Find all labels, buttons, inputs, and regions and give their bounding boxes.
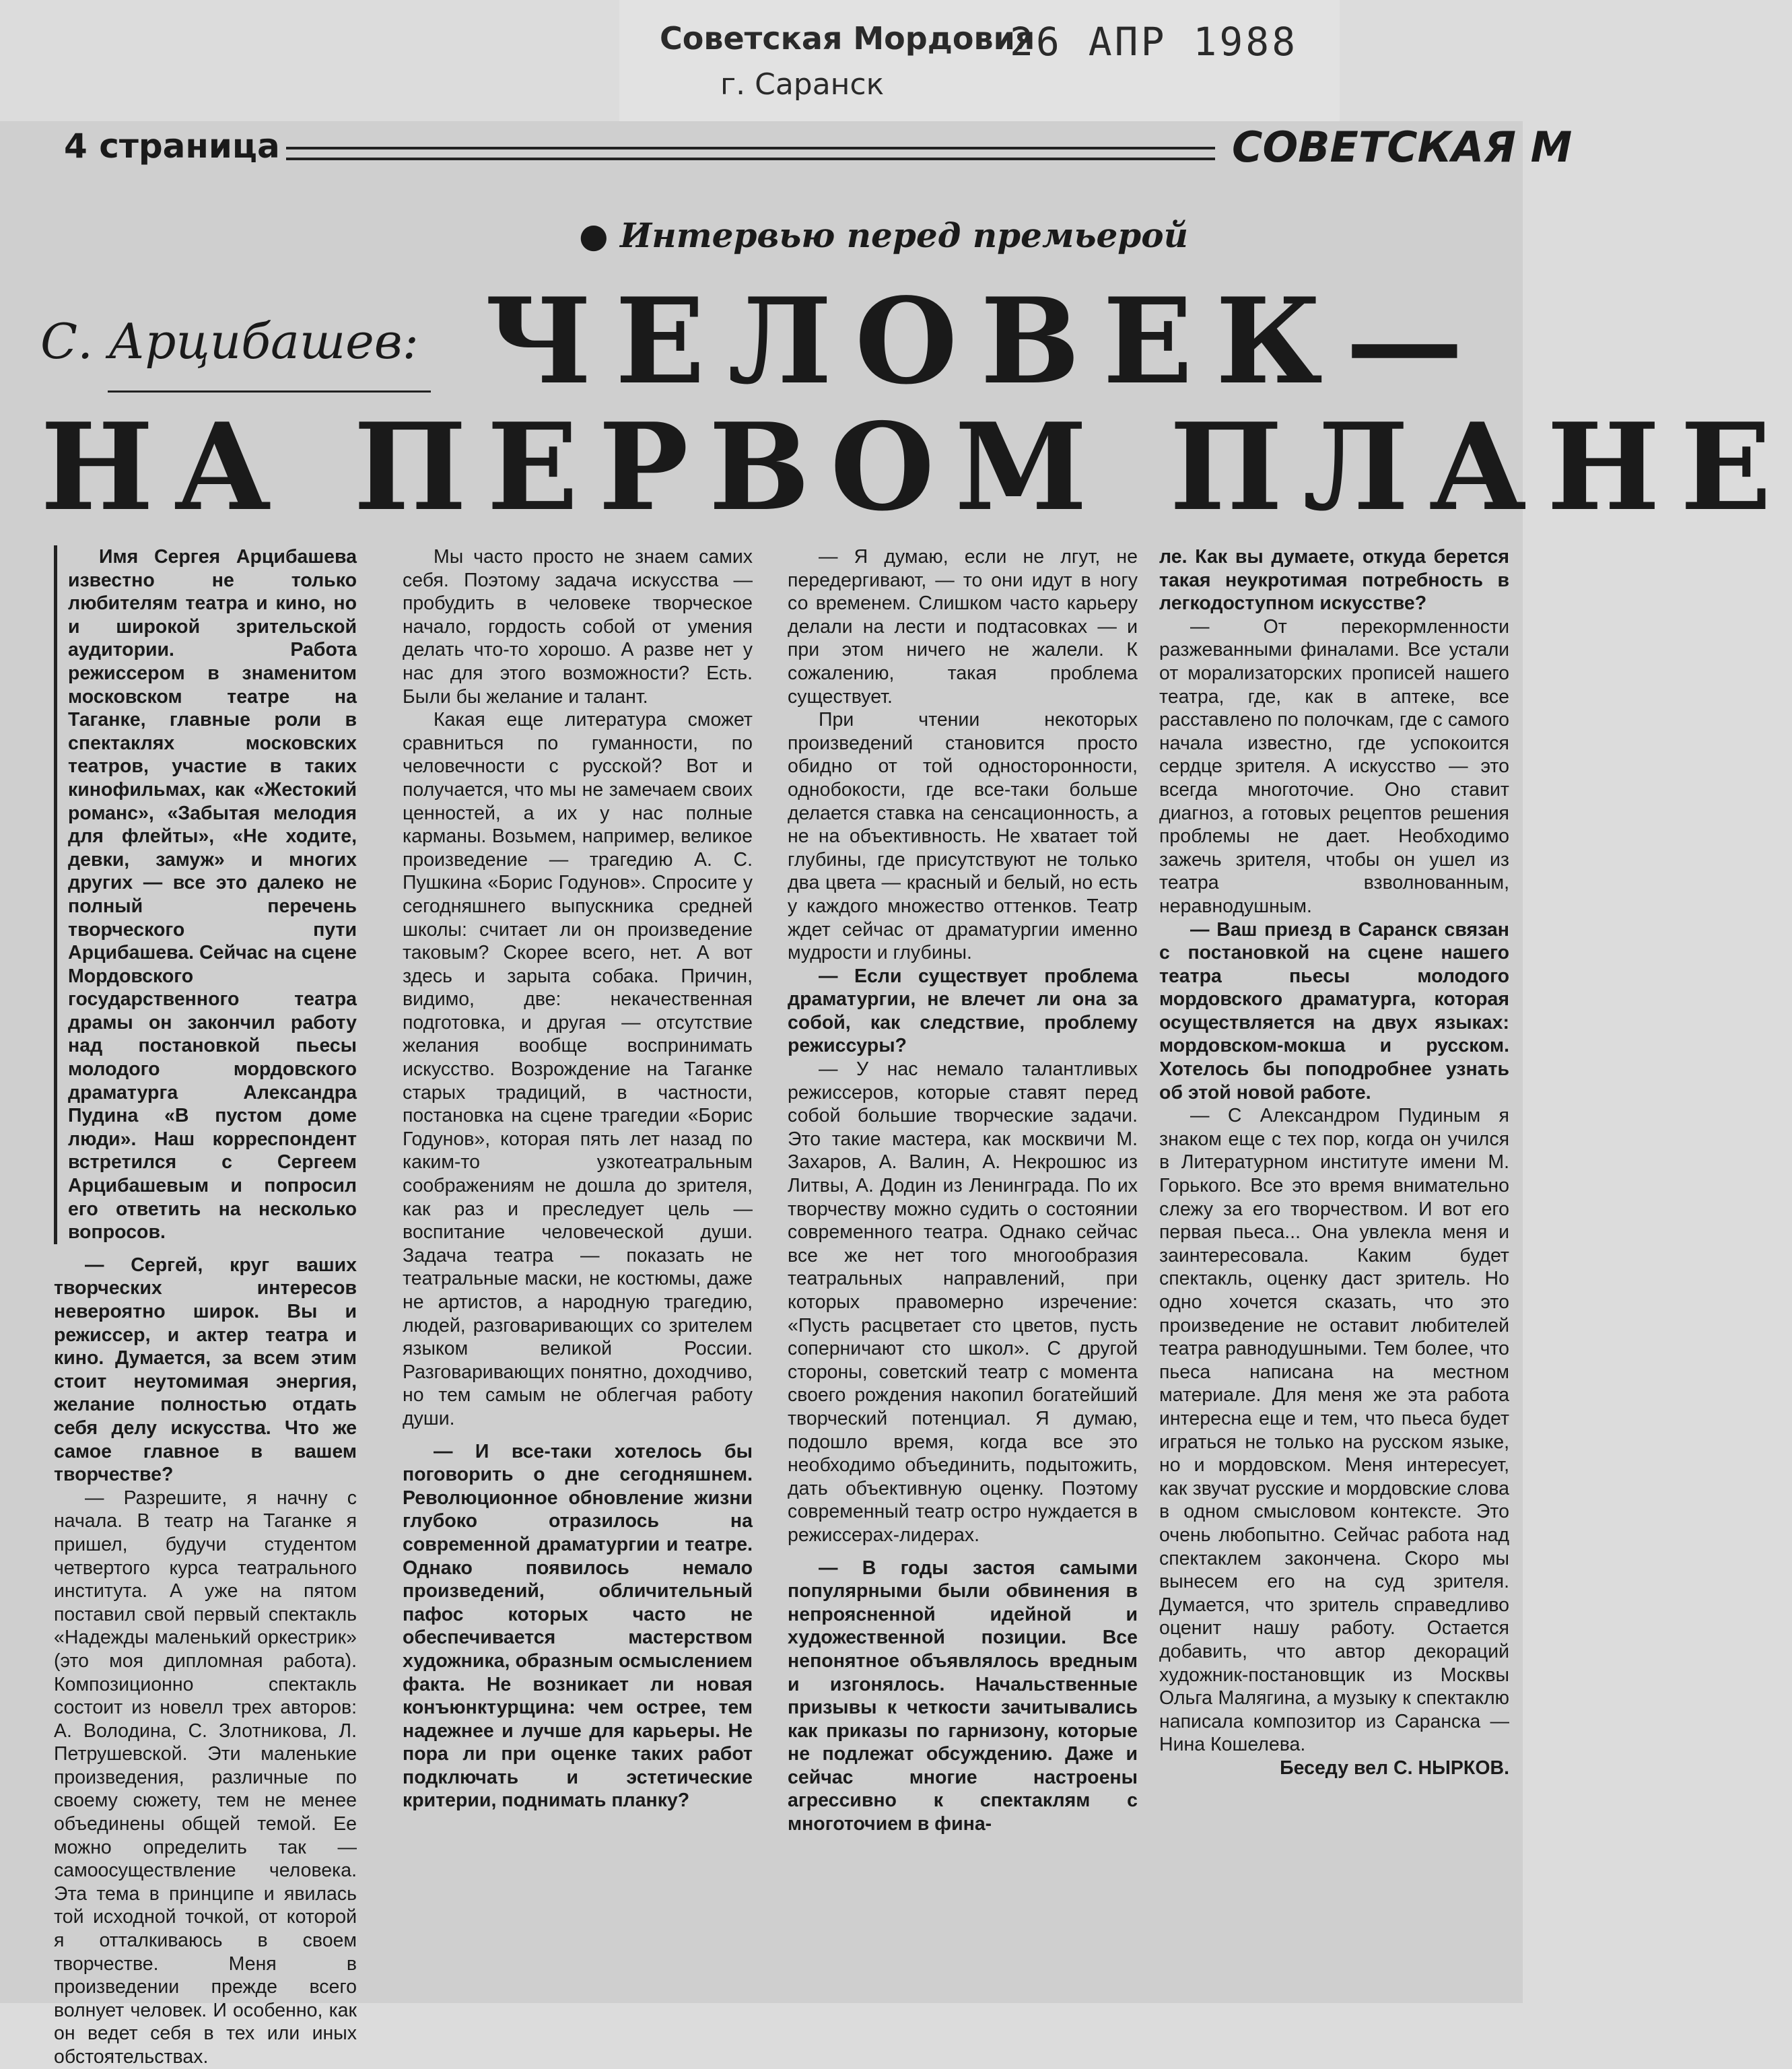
interview-question: — Сергей, круг ваших творческих интересов невероятно широк. Вы и режиссер, и актер театра и кино. Думается, за всем этим стоит неутомимая энергия, желание полностью отдать себя делу искусства. Что же самое главное в вашем творчестве? (54, 1254, 357, 1486)
article-lead: Имя Сергея Арцибашева известно не только любителям театра и кино, но и широкой зрительской аудитории. Работа режиссером в знаменитом московском театре на Таганке, главные роли в спектаклях московских театров, участие в таких кинофильмах, как «Жестокий романс», «Забытая мелодия для флейты», «Не ходите, девки, замуж» и многих других — все это далеко не полный перечень творческого пути Арцибашева. Сейчас на сцене Мордовского государственного театра драмы он закончил работу над постановкой пьесы молодого мордовского драматурга Александра Пудина «В пустом доме люди». Наш корреспондент встретился с Сергеем Арцибашевым и попросил его ответить на несколько вопросов. (54, 545, 357, 1244)
author-name: С. Арцибашев: (40, 313, 419, 370)
interview-question: — Если существует проблема драматургии, не влечет ли она за собой, как следствие, проблему режиссуры? (788, 965, 1138, 1057)
article-column-4 (1159, 545, 1509, 1779)
headline-line-1: ЧЕЛОВЕК— (485, 273, 1486, 411)
interview-answer: — Разрешите, я начну с начала. В театр на Таганке я пришел, будучи студентом четвертого курса театрального института. А уже на пятом поставил свой первый спектакль «Надежды маленький оркестрик» (это моя дипломная работа). Композиционно спектакль состоит из новелл трех авторов: А. Володина, С. Злотникова, Л. Петрушевской. Эти маленькие произведения, различные по своему сюжету, тем не менее объединены общей темой. Ее можно определить так — самоосуществление человека. Эта тема в принципе и явилась той исходной точкой, от которой я отталкиваюсь в своем творчестве. Меня в произведении прежде всего волнует человек. И особенно, как он ведет себя в тех или иных обстоятельствах. (54, 1487, 357, 2068)
interview-answer: — Я думаю, если не лгут, не передергивают, — то они идут в ногу со временем. Слишком часто карьеру делали на лести и подтасовках — и при этом ничего не жалели. К сожалению, такая проблема существует. (788, 546, 1138, 708)
interview-question-continued: ле. Как вы думаете, откуда берется такая неукротимая потребность в легкодоступном искусстве? (1159, 546, 1509, 615)
article-column-1 (54, 545, 357, 2069)
page-header (64, 123, 1573, 174)
article-column-2 (403, 545, 753, 1812)
interview-question: — В годы застоя самыми популярными были обвинения в непроясненной идейной и художественной позиции. Все непонятное объявлялось вредным и изгонялось. Начальственные призывы к четкости зачитывались как приказы по гарнизону, которые не подлежат обсуждению. Даже и сейчас многие настроены агрессивно к спектаклям с многоточием в фина- (788, 1557, 1138, 1835)
header-rule (286, 147, 1215, 160)
article-paragraph: Какая еще литература сможет сравниться по гуманности, по человечности с русской? Вот и получается, что мы не замечаем своих ценностей, а их у нас полные карманы. Возьмем, например, великое произведение — трагедию А. С. Пушкина «Борис Годунов». Спросите у сегодняшнего выпускника средней школы: считает ли он произведение таковым? Скорее всего, нет. А вот здесь и зарыта собака. Причин, видимо, две: некачественная подготовка, и другая — отсутствие желания вообще воспринимать искусство. Возрождение на Таганке старых традиций, в частности, постановка на сцене трагедии «Борис Годунов», которая пять лет назад по каким-то узкотеатральным соображениям не дошла до зрителя, как раз и преследует цель — воспитание человеческой души. Задача театра — показать не театральные маски, не костюмы, даже не артистов, а народную трагедию, людей, разговаривающих со зрителем языком великой России. Разговаривающих понятно, доходчиво, но тем самым не облегчая работу души. (403, 709, 753, 1429)
interview-answer: — С Александром Пудиным я знаком еще с тех пор, когда он учился в Литературном институте имени М. Горького. Все это время внимательно слежу за его творчеством. И вот его первая пьеса... Она увлекла меня и заинтересовала. Каким будет спектакль, оценку даст зритель. Но одно хочется сказать, что это произведение не оставит любителей театра равнодушными. Тем более, что пьеса написана на местном материале. Для меня же эта работа интересна еще и тем, что пьеса будет играться не только на русском языке, но и мордовском. Меня интересует, как звучат русские и мордовские слова в одном смысловом контексте. Это очень любопытно. Сейчас работа над спектаклем закончена. Скоро мы вынесем его на суд зрителя. Думается, что зритель справедливо оценит нашу работу. Остается добавить, что автор декораций художник-постановщик из Москвы Ольга Малягина, а музыку к спектаклю написала композитор из Саранска — Нина Кошелева. (1159, 1105, 1509, 1756)
interview-question: — Ваш приезд в Саранск связан с постановкой на сцене нашего театра пьесы молодого мордовского драматурга, которая осуществляется на двух языках: мордовском-мокша и русском. Хотелось бы поподробнее узнать об этой новой работе. (1159, 918, 1509, 1104)
archive-stamp (619, 0, 1340, 121)
newspaper-title: СОВЕТСКАЯ М (1232, 123, 1573, 172)
author-underline (108, 391, 431, 393)
headline-line-2: НА ПЕРВОМ ПЛАНЕ (40, 397, 1792, 537)
rubric: ● Интервью перед премьерой (579, 215, 1188, 255)
stamp-date: 26 АПР 1988 (1010, 19, 1299, 65)
article-column-3 (788, 545, 1138, 1836)
interview-answer: — У нас немало талантливых режиссеров, которые ставят перед собой большие творческие задачи. Это такие мастера, как москвичи М. Захаров, А. Валин, А. Некрошюс из Литвы, А. Додин из Ленинграда. По их творчеству можно судить о состоянии современного театра. Однако сейчас все же нет того многообразия театральных направлений, при которых правомерно изречение: «Пусть расцветает сто цветов, пусть соперничают сто школ». С другой стороны, советский театр с момента своего рождения накопил богатейший творческий потенциал. Я думаю, подошло время, когда все это необходимо объединить, подытожить, дать объективную оценку. Поэтому современный театр остро нуждается в режиссерах-лидерах. (788, 1058, 1138, 1546)
article-paragraph: Мы часто просто не знаем самих себя. Поэтому задача искусства — пробудить в человеке творческое начало, гордость собой от умения делать что-то хорошо. А разве нет у нас для этого возможности? Есть. Были бы желание и талант. (403, 546, 753, 708)
interview-answer: — От перекормленности разжеванными финалами. Все устали от морализаторских прописей нашего театра, где, как в аптеке, все расставлено по полочкам, где с самого начала известно, где успокоится сердце зрителя. А искусство — это всегда многоточие. Оно ставит диагноз, а готовых рецептов решения проблемы не дает. Необходимо зажечь зрителя, чтобы он ушел из театра взволнованным, неравнодушным. (1159, 615, 1509, 917)
byline: Беседу вел С. НЫРКОВ. (1280, 1757, 1509, 1779)
page-number: 4 страница (64, 127, 280, 166)
stamp-newspaper-name: Советская Мордовия (660, 20, 1035, 57)
stamp-city: г. Саранск (720, 67, 885, 102)
article-paragraph: При чтении некоторых произведений становится просто обидно от той односторонности, однобокости, где все-таки больше делается ставка на сенсационность, а не на объективность. Не хватает той глубины, где присутствуют не только два цвета — красный и белый, но есть у каждого множество оттенков. Театр ждет сейчас от драматургии именно мудрости и глубины. (788, 709, 1138, 964)
interview-question: — И все-таки хотелось бы поговорить о дне сегодняшнем. Революционное обновление жизни глубоко отразилось на современной драматургии и театре. Однако появилось немало произведений, обличительный пафос которых часто не обеспечивается мастерством художника, образным осмыслением факта. Не возникает ли новая конъюнктурщина: чем острее, тем надежнее и лучше для карьеры. Не пора ли при оценке таких работ подключать и эстетические критерии, поднимать планку? (403, 1440, 753, 1812)
